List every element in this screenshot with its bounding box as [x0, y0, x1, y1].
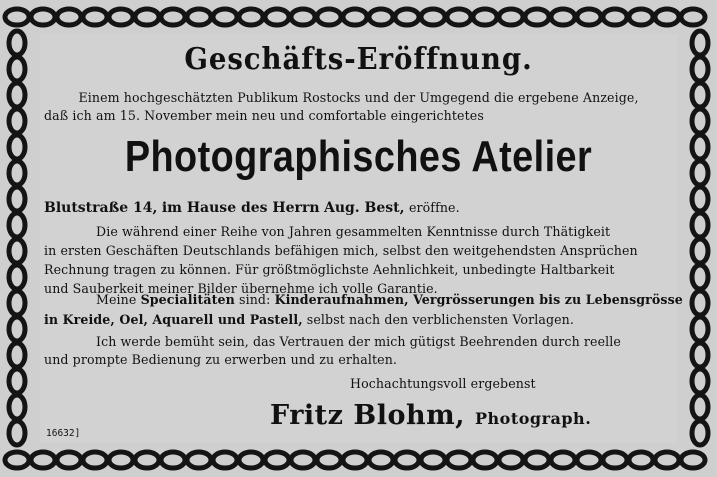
chain-link — [161, 9, 185, 25]
intro-line-2: daß ich am 15. November mein neu und comfortable eingerichtetes — [44, 108, 484, 123]
chain-link — [681, 452, 705, 468]
paragraph-line — [44, 312, 676, 332]
paragraph-line: Rechnung tragen zu können. Für größtmöglichste Aehnlichkeit, unbedingte Haltbarkeit — [44, 262, 615, 277]
chain-link — [447, 9, 471, 25]
chain-link — [109, 452, 133, 468]
paragraph-line: in ersten Geschäften Deutschlands befähigen mich, selbst den weitgehendsten Ansprüchen — [44, 243, 638, 258]
chain-link — [655, 452, 679, 468]
specialties-lead: Meine — [96, 292, 137, 307]
chain-link — [57, 9, 81, 25]
chain-link — [447, 452, 471, 468]
intro-line-1: Einem hochgeschätzten Publikum Rostocks und der Umgegend die ergebene Anzeige, — [78, 90, 639, 105]
headline: Geschäfts-Eröffnung. — [184, 42, 533, 77]
chain-link — [692, 239, 708, 263]
chain-link — [692, 369, 708, 393]
chain-link — [109, 9, 133, 25]
chain-link — [577, 452, 601, 468]
chain-link — [135, 452, 159, 468]
chain-link — [421, 452, 445, 468]
chain-link — [692, 421, 708, 445]
chain-link — [681, 9, 705, 25]
chain-link — [395, 9, 419, 25]
paragraph-line: Die während einer Reihe von Jahren gesammelten Kenntnisse durch Thätigkeit — [96, 224, 611, 239]
chain-link — [343, 452, 367, 468]
chain-link — [692, 83, 708, 107]
chain-link — [9, 57, 25, 81]
chain-link — [692, 109, 708, 133]
advertisement-body — [40, 34, 683, 443]
address-owner: Aug. Best, — [323, 200, 405, 216]
chain-link — [291, 452, 315, 468]
chain-link — [265, 9, 289, 25]
specialties-items-2: in Kreide, Oel, Aquarell und Pastell, — [44, 312, 303, 327]
paragraph-specialties — [44, 292, 683, 332]
chain-link — [551, 452, 575, 468]
chain-link — [5, 9, 29, 25]
address-house: im Hause des Herrn — [161, 200, 320, 216]
chain-link — [9, 83, 25, 107]
chain-link — [692, 213, 708, 237]
chain-link — [9, 135, 25, 159]
chain-link — [692, 31, 708, 55]
chain-link — [655, 9, 679, 25]
chain-link — [473, 452, 497, 468]
paragraph-line: Ich werde bemüht sein, das Vertrauen der mich gütigst Beehrenden durch reelle — [96, 334, 621, 349]
chain-link — [343, 9, 367, 25]
chain-link — [369, 9, 393, 25]
chain-link — [9, 265, 25, 289]
chain-link — [9, 239, 25, 263]
chain-link — [692, 265, 708, 289]
paragraph-line: und Sauberkeit meiner Bilder übernehme ich volle Garantie. — [44, 281, 438, 296]
chain-link — [629, 9, 653, 25]
chain-link — [5, 452, 29, 468]
chain-link — [57, 452, 81, 468]
reference-number: 16632] — [46, 428, 81, 439]
chain-link — [317, 9, 341, 25]
chain-link — [577, 9, 601, 25]
studio-title: Photographisches Atelier — [124, 132, 593, 181]
chain-link — [9, 421, 25, 445]
paragraph-service — [44, 334, 676, 370]
signature — [270, 400, 591, 431]
chain-link — [9, 369, 25, 393]
chain-link — [83, 452, 107, 468]
paragraph-line — [44, 292, 683, 312]
specialties-label: Specialitäten — [140, 292, 235, 307]
chain-link — [9, 343, 25, 367]
paragraph-experience — [44, 224, 676, 300]
chain-link — [499, 452, 523, 468]
chain-link — [473, 9, 497, 25]
chain-link — [9, 161, 25, 185]
chain-link — [692, 317, 708, 341]
chain-link — [9, 395, 25, 419]
paragraph-line: und prompte Bedienung zu erwerben und zu erhalten. — [44, 352, 398, 367]
chain-link — [395, 452, 419, 468]
chain-link — [161, 452, 185, 468]
chain-link — [9, 109, 25, 133]
chain-link — [31, 452, 55, 468]
chain-link — [629, 452, 653, 468]
chain-link — [9, 31, 25, 55]
chain-link — [9, 213, 25, 237]
chain-link — [421, 9, 445, 25]
chain-link — [239, 9, 263, 25]
address-line — [44, 200, 460, 216]
chain-link — [9, 291, 25, 315]
chain-link — [239, 452, 263, 468]
chain-link — [291, 9, 315, 25]
chain-link — [499, 9, 523, 25]
chain-link — [369, 452, 393, 468]
chain-link — [692, 57, 708, 81]
chain-link — [31, 9, 55, 25]
chain-link — [692, 161, 708, 185]
specialties-items-1: Kinderaufnahmen, Vergrösserungen bis zu Lebensgrösse — [274, 292, 683, 307]
chain-link — [692, 395, 708, 419]
chain-link — [317, 452, 341, 468]
signature-name: Fritz Blohm, — [270, 400, 466, 431]
chain-link — [692, 291, 708, 315]
chain-link — [525, 9, 549, 25]
chain-link — [83, 9, 107, 25]
chain-link — [9, 187, 25, 211]
signature-profession: Photograph. — [474, 409, 592, 428]
closing-salutation: Hochachtungsvoll ergebenst — [350, 376, 536, 391]
chain-link — [603, 452, 627, 468]
specialties-tail: selbst nach den verblichensten Vorlagen. — [306, 312, 574, 327]
chain-link — [692, 343, 708, 367]
chain-link — [692, 135, 708, 159]
chain-link — [213, 452, 237, 468]
chain-link — [9, 317, 25, 341]
specialties-sind: sind: — [239, 292, 271, 307]
chain-link — [551, 9, 575, 25]
chain-link — [603, 9, 627, 25]
chain-link — [187, 9, 211, 25]
address-verb: eröffne. — [408, 200, 460, 215]
chain-link — [187, 452, 211, 468]
chain-link — [135, 9, 159, 25]
chain-link — [265, 452, 289, 468]
address-street: Blutstraße 14, — [44, 200, 158, 216]
chain-link — [525, 452, 549, 468]
chain-link — [213, 9, 237, 25]
chain-link — [692, 187, 708, 211]
